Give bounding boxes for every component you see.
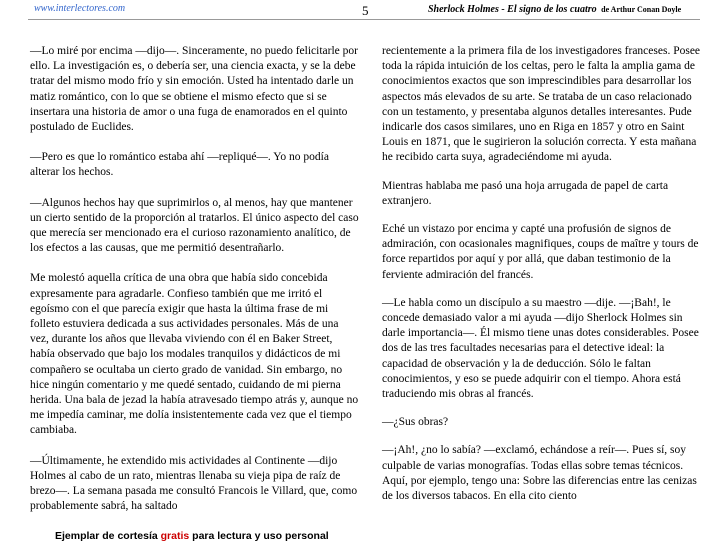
footer-prefix: Ejemplar de cortesía <box>55 530 158 542</box>
book-author: de Arthur Conan Doyle <box>601 5 682 14</box>
paragraph: —¡Ah!, ¿no lo sabía? —exclamó, echándose a reír—. Pues sí, soy culpable de varias monografías. Todas ellas sobre temas técnicos. Aquí, por ejemplo, tengo una: Sobre las diferencias entre las cenizas de los diversos tabacos. En ella cito ciento <box>382 444 697 503</box>
paragraph: —Últimamente, he extendido mis actividades al Continente —dijo Holmes al cabo de un rato, mientras llenaba su vieja pipa de raíz de brezo—. La semana pasada me consultó Francois le Villard, que, como probablemente sabrá, ha saltado <box>30 454 358 513</box>
paragraph: —Lo miré por encima —dijo—. Sinceramente, no puedo felicitarle por ello. La investigación es, o debería ser, una ciencia exacta, y se la debe tratar del mismo modo frío y sin emoción. Usted ha intentado darle un matiz romántico, con lo que se obtiene el mismo efecto que si se insertara una historia de amor o una fuga de enamorados en el quinto postulado de Euclides. <box>30 45 358 134</box>
book-title: Sherlock Holmes - El signo de los cuatro <box>428 4 597 15</box>
right-text-column <box>382 44 702 517</box>
page-number: 5 <box>362 3 369 18</box>
paragraph: —Algunos hechos hay que suprimirlos o, al menos, hay que mantener un cierto sentido de la proporción al tratarlos. El único aspecto del caso que merecía ser mencionado era el curioso razonamiento analítico, de los efectos a las causas, que me permitió desentrañarlo. <box>30 196 359 255</box>
footer-highlight: gratis <box>160 530 190 542</box>
paragraph: —¿Sus obras? <box>382 416 449 429</box>
footer-suffix: para lectura y uso personal <box>192 530 329 542</box>
paragraph: —Pero es que lo romántico estaba ahí —repliqué—. Yo no podía alterar los hechos. <box>30 151 329 179</box>
paragraph: —Le habla como un discípulo a su maestro —dije. —¡Bah!, le concede demasiado valor a mi ayuda —dijo Sherlock Holmes sin darle importancia—. Él mismo tiene unas dotes considerables. Posee dos de las tres facultades necesarias para el detective ideal: la capacidad de observación y la de deducción. Sólo le faltan conocimientos, y eso se puede adquirir con el tiempo. Ahora está traduciendo mis obras al francés. <box>382 296 699 401</box>
paragraph: Me molestó aquella crítica de una obra que había sido concebida expresamente para agradarle. Confieso también que me irritó el egoísmo con el que parecía exigir que hasta la última frase de mi folleto estuviera dedicada a sus actividades personales. Más de una vez, durante los años que llevaba viviendo con él en Baker Street, había observado que bajo los modales tranquilos y didácticos de mi compañero se ocultaba un cierto grado de vanidad. Sin embargo, no hice ningún comentario y me quedé sentado, cuidando de mi pierna herida. Una bala de jezad la había atravesado tiempo atrás y, aunque no me impedía caminar, me dolía insistentemente cada vez que el tiempo cambiaba. <box>30 272 359 437</box>
paragraph: Mientras hablaba me pasó una hoja arrugada de papel de carta extranjero. <box>382 179 669 207</box>
site-link[interactable]: www.interlectores.com <box>34 3 126 14</box>
header-divider <box>28 19 700 20</box>
book-header-title <box>428 4 681 15</box>
footer-note <box>55 530 329 542</box>
paragraph: Eché un vistazo por encima y capté una profusión de signos de admiración, con ocasionales magnifiques, coups de maître y tours de force repartidos por aquí y por allá, que daban testimonio de la ferviente admiración del francés. <box>382 223 699 281</box>
paragraph: recientemente a la primera fila de los investigadores franceses. Posee toda la rápida intuición de los celtas, pero le falta la amplia gama de conocimientos exactos que son imprescindibles para desarrollar los aspectos más elevados de su arte. Se trataba de un caso relacionado con un testamento, y presentaba algunos detalles interesantes. Pude indicarle dos casos similares, uno en Riga en 1857 y otro en Saint Louis en 1871, que le sugirieron la solución correcta. Y esta mañana he recibido carta suya, agradeciéndome mi ayuda. <box>382 45 701 164</box>
left-text-column <box>30 44 360 529</box>
